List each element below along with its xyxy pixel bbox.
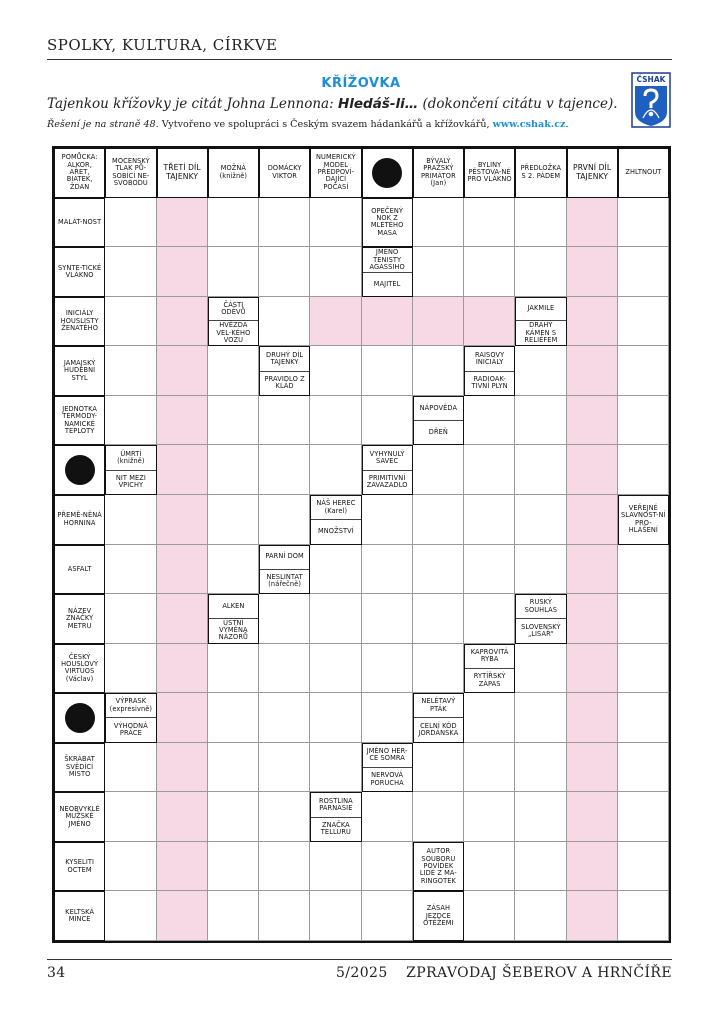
answer-cell[interactable]: [618, 346, 669, 396]
solution-cell[interactable]: [567, 842, 618, 892]
clue-text: JMÉNO HER-CE SOMRA: [366, 747, 408, 763]
answer-cell[interactable]: [413, 198, 464, 248]
answer-cell[interactable]: [618, 743, 669, 793]
solution-cell[interactable]: [157, 445, 208, 495]
clue-text: NÁŠ HEREC (Karel): [316, 499, 356, 515]
clue-text: TŘETÍ DÍL TAJENKY: [163, 163, 201, 181]
clue-cell: [515, 594, 566, 644]
clue-text: PRIMITIVNÍ ZAVAZADLO: [363, 470, 412, 494]
solution-cell[interactable]: [567, 198, 618, 248]
clue-text: BÝVALÝ PRAŽSKÝ PRIMÁTOR (Jan): [420, 157, 456, 188]
clue-text: MOŽNÁ (knižně): [219, 164, 248, 180]
clue-cell: [618, 148, 669, 198]
solution-cell[interactable]: [157, 842, 208, 892]
clue-cell: [54, 842, 105, 892]
clue-cell: [362, 247, 413, 297]
clue-text: NUMERICKÝ MODEL PŘEDPOVÍ-DAJÍCÍ POČASÍ: [315, 153, 356, 191]
answer-cell[interactable]: [208, 247, 259, 297]
solution-cell[interactable]: [157, 644, 208, 694]
clue-cell: [413, 396, 464, 446]
solution-cell[interactable]: [157, 198, 208, 248]
answer-cell[interactable]: [105, 842, 156, 892]
answer-cell[interactable]: [618, 198, 669, 248]
answer-cell[interactable]: [362, 644, 413, 694]
answer-cell[interactable]: [515, 891, 566, 941]
answer-cell[interactable]: [259, 792, 310, 842]
answer-cell[interactable]: [515, 792, 566, 842]
clue-text: INICIÁLY HOUSLISTY ŽENATÉHO: [60, 309, 99, 333]
answer-cell[interactable]: [310, 545, 361, 595]
solution-info: Řešení je na straně 48. Vytvořeno ve spolupráci s Českým svazem hádankářů a křížovkářů, www.cshak.cz.: [47, 119, 569, 130]
answer-cell[interactable]: [618, 545, 669, 595]
answer-cell[interactable]: [310, 247, 361, 297]
footer-rule: [47, 959, 672, 960]
answer-cell[interactable]: [618, 247, 669, 297]
answer-cell[interactable]: [413, 445, 464, 495]
answer-cell[interactable]: [515, 693, 566, 743]
clue-text: ZNAČKA TELLURU: [311, 817, 360, 841]
clue-text: VYHYNULÝ SAVEC: [369, 449, 405, 466]
answer-cell[interactable]: [105, 644, 156, 694]
clue-text: AUTOR SOUBORU POVÍDEK LIDÉ Z MA-RINGOTEK: [419, 847, 457, 885]
solution-cell[interactable]: [413, 297, 464, 347]
solution-cell[interactable]: [157, 545, 208, 595]
clue-cell: [413, 693, 464, 743]
answer-cell[interactable]: [310, 346, 361, 396]
answer-cell[interactable]: [413, 247, 464, 297]
answer-cell[interactable]: [464, 445, 515, 495]
clue-text: MNOŽSTVÍ: [311, 519, 360, 543]
answer-cell[interactable]: [208, 545, 259, 595]
answer-cell[interactable]: [413, 346, 464, 396]
clue-cell: [310, 792, 361, 842]
answer-cell[interactable]: [464, 396, 515, 446]
clue-text: NEOBVYKLÉ MUŽSKÉ JMÉNO: [59, 805, 100, 828]
answer-cell[interactable]: [310, 644, 361, 694]
clue-cell: [208, 594, 259, 644]
clue-text: JAKMILE: [527, 304, 555, 313]
answer-cell[interactable]: [618, 644, 669, 694]
answer-cell[interactable]: [310, 891, 361, 941]
answer-cell[interactable]: [618, 297, 669, 347]
answer-cell[interactable]: [259, 198, 310, 248]
answer-cell[interactable]: [208, 495, 259, 545]
solution-cell[interactable]: [157, 743, 208, 793]
solution-cell[interactable]: [567, 644, 618, 694]
answer-cell[interactable]: [105, 891, 156, 941]
puzzle-title: KŘÍŽOVKA: [321, 76, 401, 91]
clue-text: PRVNÍ DÍL TAJENKY: [573, 163, 612, 181]
answer-cell[interactable]: [618, 842, 669, 892]
solution-cell[interactable]: [310, 297, 361, 347]
clue-text: HVĚZDA VEL-KÉHO VOZU: [209, 320, 258, 345]
clue-text: ASFALT: [67, 564, 92, 573]
clue-text: PŘEDLOŽKA S 2. PÁDEM: [520, 164, 562, 180]
clue-cell: [54, 891, 105, 941]
solution-cell[interactable]: [567, 346, 618, 396]
clue-cell: [259, 148, 310, 198]
clue-text: SLOVENSKÝ „LISAŘ“: [516, 618, 565, 642]
clue-text: DRUHÝ DÍL TAJENKY: [266, 350, 304, 366]
answer-cell[interactable]: [208, 891, 259, 941]
answer-cell[interactable]: [310, 842, 361, 892]
clue-text: NELÉTAVÝ PTÁK: [421, 697, 456, 713]
answer-cell[interactable]: [310, 594, 361, 644]
answer-cell[interactable]: [105, 495, 156, 545]
black-dot-icon: [65, 703, 95, 733]
answer-cell[interactable]: [618, 594, 669, 644]
publication-name: ZPRAVODAJ ŠEBEROV A HRNČÍŘE: [406, 965, 672, 981]
answer-cell[interactable]: [259, 594, 310, 644]
solution-cell[interactable]: [157, 297, 208, 347]
clue-text: ŠKRÁBAT SVĚDÍCÍ MÍSTO: [64, 755, 95, 779]
answer-cell[interactable]: [362, 693, 413, 743]
answer-cell[interactable]: [208, 445, 259, 495]
clue-text: VÝPRASK (expresivně): [109, 697, 153, 713]
answer-cell[interactable]: [105, 743, 156, 793]
clue-cell: [259, 346, 310, 396]
clue-text: PŘEMĚ-NĚNÁ HORNINA: [57, 511, 102, 527]
answer-cell[interactable]: [618, 891, 669, 941]
clue-cell: [54, 148, 105, 198]
answer-cell[interactable]: [464, 743, 515, 793]
solution-cell[interactable]: [567, 495, 618, 545]
clue-cell: [54, 346, 105, 396]
clue-cell: [515, 148, 566, 198]
clue-text: SYNTE-TICKÉ VLÁKNO: [57, 263, 102, 279]
intro-text: Tajenkou křížovky je citát Johna Lennona: Hledáš-li… (dokončení citátu v tajence).: [47, 96, 618, 112]
clue-text: MOCENSKÝ TLAK PŮ-SOBÍCÍ NE-SVOBODU: [112, 157, 150, 188]
answer-cell[interactable]: [105, 396, 156, 446]
solution-cell[interactable]: [157, 792, 208, 842]
clue-cell: [362, 198, 413, 248]
clue-cell: [362, 445, 413, 495]
answer-cell[interactable]: [413, 743, 464, 793]
clue-text: NÁZEV ZNAČKY METRU: [66, 606, 94, 630]
answer-cell[interactable]: [515, 842, 566, 892]
clue-cell: [310, 495, 361, 545]
answer-cell[interactable]: [515, 346, 566, 396]
answer-cell[interactable]: [259, 297, 310, 347]
clue-cell: [413, 891, 464, 941]
answer-cell[interactable]: [362, 545, 413, 595]
clue-cell: [105, 693, 156, 743]
answer-cell[interactable]: [464, 792, 515, 842]
answer-cell[interactable]: [413, 594, 464, 644]
clue-text: JEDNOTKA TERMODY-NAMICKÉ TEPLOTY: [62, 404, 98, 435]
solution-cell[interactable]: [157, 594, 208, 644]
answer-cell[interactable]: [208, 743, 259, 793]
answer-cell[interactable]: [105, 297, 156, 347]
clue-text: CELNÍ KÓD JORDÁNSKA: [414, 717, 463, 741]
clue-cell: [413, 842, 464, 892]
answer-cell[interactable]: [208, 693, 259, 743]
clue-text: ČÁSTI ODĚVŮ: [221, 300, 246, 316]
solution-cell[interactable]: [157, 891, 208, 941]
answer-cell[interactable]: [515, 247, 566, 297]
clue-cell: [259, 545, 310, 595]
answer-cell[interactable]: [464, 594, 515, 644]
clue-cell: [54, 545, 105, 595]
solution-cell[interactable]: [567, 891, 618, 941]
clue-text: ROSTLINA PARNASIE: [318, 796, 353, 812]
answer-cell[interactable]: [618, 792, 669, 842]
solution-cell[interactable]: [567, 247, 618, 297]
intro-quote: Hledáš-li…: [337, 96, 419, 112]
solution-cell[interactable]: [567, 693, 618, 743]
clue-cell: [515, 297, 566, 347]
clue-text: MALÁT-NOST: [58, 217, 102, 226]
clue-cell: [362, 743, 413, 793]
black-dot-cell: [54, 693, 105, 743]
answer-cell[interactable]: [310, 445, 361, 495]
answer-cell[interactable]: [515, 644, 566, 694]
page-number: 34: [47, 965, 66, 981]
answer-cell[interactable]: [464, 891, 515, 941]
clue-text: KYSELITI OCTEM: [65, 858, 95, 874]
clue-text: KAPROVITÁ RYBA: [470, 647, 509, 664]
clue-text: ZHLTNOUT: [625, 168, 662, 177]
answer-cell[interactable]: [259, 247, 310, 297]
solution-cell[interactable]: [157, 247, 208, 297]
clue-cell: [157, 148, 208, 198]
black-dot-cell: [362, 148, 413, 198]
clue-cell: [105, 445, 156, 495]
answer-cell[interactable]: [362, 396, 413, 446]
clue-cell: [54, 644, 105, 694]
answer-cell[interactable]: [618, 693, 669, 743]
solution-cell[interactable]: [567, 396, 618, 446]
clue-text: NESLINTAT (nářečně): [260, 569, 309, 593]
black-dot-cell: [54, 445, 105, 495]
answer-cell[interactable]: [464, 198, 515, 248]
solution-cell[interactable]: [567, 297, 618, 347]
answer-cell[interactable]: [259, 842, 310, 892]
answer-cell[interactable]: [362, 495, 413, 545]
solution-cell[interactable]: [567, 792, 618, 842]
answer-cell[interactable]: [259, 891, 310, 941]
clue-text: RUSKÝ SOUHLAS: [524, 598, 558, 614]
answer-cell[interactable]: [362, 891, 413, 941]
crossword-grid: [52, 146, 671, 943]
answer-cell[interactable]: [515, 495, 566, 545]
clue-text: VEŘEJNÉ SLAVNOST-NÍ PRO-HLÁŠENÍ: [621, 503, 666, 535]
clue-text: POMŮCKA: ALKOR, AŘET, BIATEK, ŽDAN: [61, 153, 98, 191]
answer-cell[interactable]: [515, 545, 566, 595]
answer-cell[interactable]: [618, 445, 669, 495]
answer-cell[interactable]: [464, 545, 515, 595]
answer-cell[interactable]: [515, 396, 566, 446]
clue-text: ÚSTNÍ VÝMĚNA NÁZORŮ: [209, 618, 258, 643]
header-rule: [47, 59, 672, 60]
answer-cell[interactable]: [105, 198, 156, 248]
clue-text: PRAVIDLO Z KLÁD: [260, 371, 309, 395]
clue-text: RAISOVY INICIÁLY: [474, 350, 505, 366]
solution-cell[interactable]: [362, 297, 413, 347]
solution-cell[interactable]: [157, 396, 208, 446]
clue-cell: [567, 148, 618, 198]
clue-text: ÚMRTÍ (knižně): [117, 449, 145, 466]
clue-text: KELTSKÁ MINCE: [65, 907, 95, 924]
answer-cell[interactable]: [362, 792, 413, 842]
answer-cell[interactable]: [310, 396, 361, 446]
answer-cell[interactable]: [515, 743, 566, 793]
answer-cell[interactable]: [310, 198, 361, 248]
clue-cell: [54, 594, 105, 644]
clue-cell: [464, 346, 515, 396]
clue-text: ČESKÝ HOUSLOVÝ VIRTUOS (Václav): [61, 652, 99, 683]
clue-text: PARNÍ DOM: [265, 552, 304, 561]
solution-cell[interactable]: [567, 594, 618, 644]
clue-cell: [54, 247, 105, 297]
clue-text: MAJITEL: [363, 272, 412, 295]
solution-cell[interactable]: [464, 297, 515, 347]
answer-cell[interactable]: [259, 495, 310, 545]
clue-cell: [105, 148, 156, 198]
answer-cell[interactable]: [105, 346, 156, 396]
solution-cell[interactable]: [157, 346, 208, 396]
answer-cell[interactable]: [464, 247, 515, 297]
issue-number: 5/2025: [336, 965, 388, 981]
clue-cell: [208, 297, 259, 347]
clue-text: RADIOAK-TIVNÍ PLYN: [465, 371, 514, 395]
answer-cell[interactable]: [413, 792, 464, 842]
solution-cell[interactable]: [567, 743, 618, 793]
clue-cell: [54, 743, 105, 793]
clue-cell: [413, 148, 464, 198]
answer-cell[interactable]: [259, 743, 310, 793]
clue-cell: [54, 198, 105, 248]
solution-cell[interactable]: [567, 445, 618, 495]
answer-cell[interactable]: [259, 396, 310, 446]
answer-cell[interactable]: [464, 495, 515, 545]
answer-cell[interactable]: [259, 644, 310, 694]
clue-cell: [310, 148, 361, 198]
answer-cell[interactable]: [208, 792, 259, 842]
answer-cell[interactable]: [310, 693, 361, 743]
clue-text: BYLINY PĚSTOVA-NÉ PRO VLÁKNO: [467, 160, 512, 184]
clue-cell: [54, 792, 105, 842]
clue-cell: [54, 297, 105, 347]
answer-cell[interactable]: [515, 198, 566, 248]
clue-text: JAMAJSKÝ HUDEBNÍ STYL: [63, 358, 96, 382]
answer-cell[interactable]: [259, 693, 310, 743]
logo-text: ČSHAK: [636, 75, 666, 84]
clue-text: NÁPOVĚDA: [419, 403, 458, 412]
clue-text: ZÁSAH JEZDCE OTĚŽEMI: [423, 904, 454, 927]
clue-cell: [464, 644, 515, 694]
solution-cell[interactable]: [157, 693, 208, 743]
answer-cell[interactable]: [413, 545, 464, 595]
clue-text: DŘEŇ: [414, 420, 463, 444]
section-header: SPOLKY, KULTURA, CÍRKVE: [47, 36, 278, 54]
website-link[interactable]: www.cshak.cz: [492, 119, 566, 130]
answer-cell[interactable]: [362, 842, 413, 892]
answer-cell[interactable]: [464, 693, 515, 743]
answer-cell[interactable]: [413, 495, 464, 545]
answer-cell[interactable]: [208, 346, 259, 396]
clue-cell: [208, 148, 259, 198]
black-dot-icon: [372, 158, 402, 188]
answer-cell[interactable]: [105, 792, 156, 842]
clue-text: ALKEN: [222, 601, 245, 610]
answer-cell[interactable]: [362, 346, 413, 396]
answer-cell[interactable]: [208, 396, 259, 446]
clue-text: RYTÍŘSKÝ ZÁPAS: [465, 668, 514, 692]
clue-cell: [618, 495, 669, 545]
answer-cell[interactable]: [208, 644, 259, 694]
answer-cell[interactable]: [208, 198, 259, 248]
clue-text: VÝHODNÁ PRÁCE: [106, 717, 155, 741]
answer-cell[interactable]: [464, 842, 515, 892]
clue-text: OPEČENÝ NOK Z MLETÉHO MASA: [370, 206, 404, 237]
answer-cell[interactable]: [413, 644, 464, 694]
clue-text: NERVOVÁ PORUCHA: [363, 767, 412, 791]
clue-text: DRAHÝ KÁMEN S RELIÉFEM: [516, 320, 565, 345]
clue-text: DOMÁCKY VIKTOR: [267, 164, 302, 180]
answer-cell[interactable]: [362, 594, 413, 644]
solution-cell[interactable]: [157, 495, 208, 545]
answer-cell[interactable]: [208, 842, 259, 892]
black-dot-icon: [65, 455, 95, 485]
cshak-logo: [631, 72, 671, 128]
answer-cell[interactable]: [259, 445, 310, 495]
answer-cell[interactable]: [105, 545, 156, 595]
clue-cell: [464, 148, 515, 198]
answer-cell[interactable]: [105, 594, 156, 644]
clue-cell: [54, 495, 105, 545]
solution-cell[interactable]: [567, 545, 618, 595]
clue-text: JMÉNO TENISTY AGASSIHO: [369, 248, 405, 271]
answer-cell[interactable]: [310, 743, 361, 793]
answer-cell[interactable]: [618, 396, 669, 446]
clue-cell: [54, 396, 105, 446]
answer-cell[interactable]: [515, 445, 566, 495]
answer-cell[interactable]: [105, 247, 156, 297]
clue-text: NIT MEZI VPICHY: [106, 470, 155, 494]
